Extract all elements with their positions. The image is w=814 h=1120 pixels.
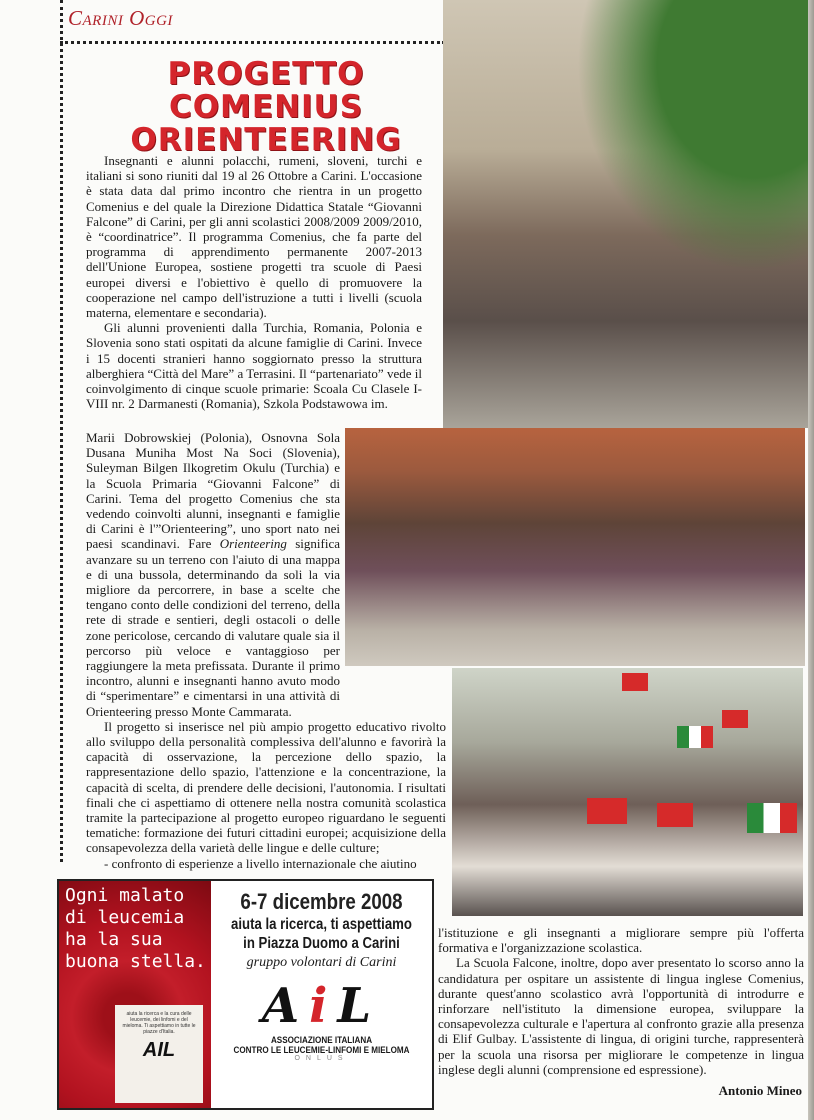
masthead: Carini Oggi xyxy=(68,6,173,30)
paragraph: - confronto di esperienze a livello internazionale che aiutino xyxy=(104,855,417,871)
author-signature: Antonio Mineo xyxy=(718,1083,802,1099)
title-line-2: ORIENTEERING xyxy=(130,122,402,158)
event-group: gruppo volontari di Carini xyxy=(246,954,397,970)
ail-advertisement xyxy=(57,879,434,1110)
ad-event-info xyxy=(211,881,432,1108)
left-columns xyxy=(86,153,448,871)
paragraph: Insegnanti e alunni polacchi, rumeni, sloveni, turchi e italiani si sono riuniti dal 19 al 26 Ottobre a Carini. L'occasione è stata data dal primo incontro che rientra in un progetto Comenius e del quale la Direzione Didattica Statale “Giovanni Falcone” di Carini, per gli anni scolastici 2008/2009 2009/2010, è “coordinatrice”. Il programma Comenius, che fa parte del programma di apprendimento permanente 2007-2013 dell'Unione Europea, sostiene progetti tra scuole di Paesi europei diversi e l'obiettivo è quello di promuovere la cooperazione nel campo dell'istruzione a tutti i livelli (scuola materna, elementare e secondaria). xyxy=(86,153,422,321)
onlus-label: ONLUS xyxy=(294,1054,349,1062)
article-column-3 xyxy=(86,719,446,871)
event-line-1: aiuta la ricerca, ti aspettiamo xyxy=(231,915,412,933)
right-text-flow xyxy=(438,925,804,1099)
paragraph: Gli alunni provenienti dalla Turchia, Romania, Polonia e Slovenia sono stati ospitati da alcune famiglie di Carini. Invece i 15 docenti stranieri hanno soggiornato presso la struttura alberghiera “Città del Mare” a Terrasini. Il “partenariato” vede il coinvolgimento di cinque scuole primarie: Scoala Cu Clasele I-VIII nr. 2 Darmanesti (Romania), Szkola Podstawowa im. xyxy=(86,320,422,412)
org-name-line-1: ASSOCIAZIONE ITALIANA xyxy=(270,1034,373,1045)
article-column-1 xyxy=(86,153,422,430)
dotted-border-left xyxy=(60,0,63,862)
article-column-2 xyxy=(86,430,340,719)
ail-logo-small: AIL xyxy=(142,1038,176,1061)
photo-students-flags xyxy=(452,668,803,916)
paragraph: La Scuola Falcone, inoltre, dopo aver presentato lo scorso anno la candidatura per ospitare un assistente di lingua inglese Comenius, durante quest'anno scolastico avrà l'opportunità di introdurre e rinforzare nell'istituto la dimensione europea, sviluppare la consapevolezza culturale e l'apertura al confronto grazie alla presenza di Elif Gulbay. L'assistente di lingua, di origini turche, rappresenterà per la scuola una risorsa per migliorare le competenze in lingua inglese degli alunni (comprensione ed espressione). xyxy=(438,955,804,1077)
page-edge xyxy=(808,0,814,1120)
card-text: aiuta la ricerca e la cura delle leucemie, dei linfomi e del mieloma. Ti aspettiamo in tutte le piazze d'Italia. xyxy=(122,1010,196,1035)
article-title xyxy=(66,58,466,157)
italic-term: Orienteering xyxy=(219,536,287,552)
left-text-flow xyxy=(65,153,448,1110)
photo-teachers-group xyxy=(443,0,809,428)
title-line-1: PROGETTO COMENIUS xyxy=(167,56,365,125)
poinsettia-poster xyxy=(59,881,211,1108)
ail-logo: AiL xyxy=(261,977,382,1034)
paragraph xyxy=(86,430,340,719)
ad-card xyxy=(115,1005,203,1103)
event-date: 6-7 dicembre 2008 xyxy=(240,888,403,914)
paragraph: Il progetto si inserisce nel più ampio progetto educativo rivolto allo sviluppo della personalità complessiva dell'alunno e favorirà la capacità di osservazione, la percezione dello spazio, la rappresentazione dello spazio, l'attenzione e la concentrazione, la capacità di scelta, di prendere delle decisioni, l'autonomia. I risultati finali che ci aspettiamo di ottenere nella nostra comunità scolastica tramite la partecipazione al progetto europeo riguardano le seguenti tematiche: formazione dei futuri cittadini europei; acquisizione della consapevolezza della varietà delle lingue e delle culture; xyxy=(86,718,446,856)
text: Marii Dobrowskiej (Polonia), Osnovna Sola Dusana Muniha Most Na Soci (Slovenia), Suleyman Bilgen Ilkogretim Okulu (Turchia) e la Scuola Primaria “Giovanni Falcone” di Carini. Tema del progetto Comenius che sta vedendo coinvolti alunni, insegnanti e famiglie di Carini è l'”Orienteering”, uno sport nato nei paesi scandinavi. Fare xyxy=(86,430,340,552)
event-line-2: in Piazza Duomo a Carini xyxy=(243,934,400,952)
article-column-4 xyxy=(438,925,804,1077)
dotted-border-top xyxy=(60,41,445,44)
ad-slogan: Ogni malato di leucemia ha la sua buona stella. xyxy=(65,884,206,972)
paragraph: l'istituzione e gli insegnanti a migliorare sempre più l'offerta formativa e l'organizzazione scolastica. xyxy=(438,925,804,956)
text: significa avanzare su un terreno con l'aiuto di una mappa e di una bussola, determinando da soli la via migliore da percorrere, in base a scelte che tengano conto delle condizioni del terreno, della rete di strade e sentieri, degli ostacoli o delle zone pericolose, cercando di valutare quale sia il percorso più veloce e vantaggioso per raggiungere la meta prefissata. Durante il primo incontro, alunni e insegnanti hanno avuto modo di “sperimentare” e cimentarsi in una attività di Orienteering presso Monte Cammarata. xyxy=(86,536,341,719)
org-name-line-2: CONTRO LE LEUCEMIE-LINFOMI E MIELOMA xyxy=(233,1044,410,1055)
